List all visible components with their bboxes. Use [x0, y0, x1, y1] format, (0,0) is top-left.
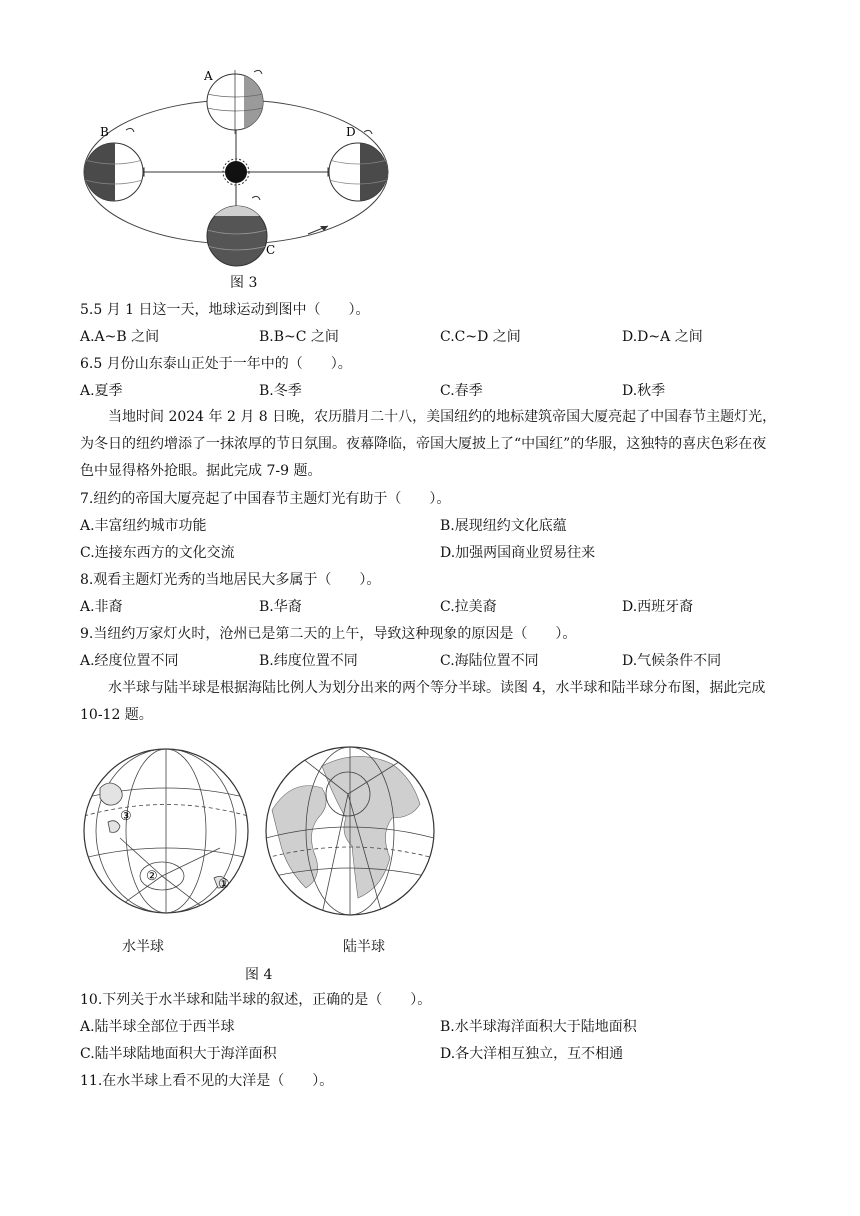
question-11-stem: 11.在水半球上看不见的大洋是（ ）。	[80, 1073, 334, 1089]
figure-3-caption: 图 3	[230, 275, 258, 291]
figure-3-orbit-diagram	[70, 64, 400, 282]
question-7-option-c[interactable]: C.连接东西方的文化交流	[80, 545, 235, 561]
water-hemisphere-label: 水半球	[122, 939, 164, 955]
earth-position-b	[85, 142, 143, 202]
question-10-stem: 10.下列关于水半球和陆半球的叙述，正确的是（ ）。	[80, 992, 432, 1008]
passage-water-land-hemisphere: 水半球与陆半球是根据海陆比例人为划分出来的两个等分半球。读图 4，水半球和陆半球分布图，据此完成 10-12 题。	[80, 680, 766, 723]
question-9-option-c[interactable]: C.海陆位置不同	[440, 653, 539, 669]
figure-4-water-hemisphere-globe	[80, 738, 252, 924]
label-a: A	[204, 69, 213, 83]
question-10-option-a[interactable]: A.陆半球全部位于西半球	[80, 1019, 235, 1035]
mark-2: ②	[146, 869, 158, 884]
question-6-stem: 6.5 月份山东泰山正处于一年中的（ ）。	[80, 356, 352, 372]
question-10-option-d[interactable]: D.各大洋相互独立，互不相通	[440, 1046, 624, 1062]
question-9-stem: 9.当纽约万家灯火时，沧州已是第二天的上午，导致这种现象的原因是（ ）。	[80, 626, 577, 642]
mark-3: ③	[120, 809, 132, 824]
question-5-option-c[interactable]: C.C~D 之间	[440, 329, 521, 345]
question-6-option-a[interactable]: A.夏季	[80, 383, 123, 399]
question-7-option-a[interactable]: A.丰富纽约城市功能	[80, 518, 207, 534]
question-8-option-a[interactable]: A.非裔	[80, 599, 123, 615]
question-5-option-b[interactable]: B.B~C 之间	[259, 329, 339, 345]
question-8-option-d[interactable]: D.西班牙裔	[622, 599, 694, 615]
passage-new-york-spring-festival: 当地时间 2024 年 2 月 8 日晚，农历腊月二十八，美国纽约的地标建筑帝国大厦亮起了中国春节主题灯光，为冬日的纽约增添了一抹浓厚的节日氛围。夜幕降临，帝国大厦披上了“中国红”的华服，这独特的喜庆色彩在夜色中显得格外抢眼。据此完成 7-9 题。	[80, 409, 777, 479]
label-d: D	[346, 125, 356, 139]
sun-icon	[223, 159, 249, 185]
label-b: B	[100, 125, 109, 139]
question-8-option-c[interactable]: C.拉美裔	[440, 599, 497, 615]
question-5-stem: 5.5 月 1 日这一天，地球运动到图中（ ）。	[80, 302, 370, 318]
mark-1: ①	[218, 877, 230, 892]
question-6-option-d[interactable]: D.秋季	[622, 383, 666, 399]
question-7-stem: 7.纽约的帝国大厦亮起了中国春节主题灯光有助于（ ）。	[80, 491, 451, 507]
question-8-stem: 8.观看主题灯光秀的当地居民大多属于（ ）。	[80, 572, 381, 588]
earth-position-c	[207, 206, 267, 266]
question-6-option-b[interactable]: B.冬季	[259, 383, 302, 399]
figure-4-caption: 图 4	[245, 967, 273, 983]
earth-position-a	[207, 70, 268, 134]
question-7-option-d[interactable]: D.加强两国商业贸易往来	[440, 545, 596, 561]
figure-4-land-hemisphere-globe	[262, 738, 440, 924]
question-10-option-b[interactable]: B.水半球海洋面积大于陆地面积	[440, 1019, 637, 1035]
question-10-option-c[interactable]: C.陆半球陆地面积大于海洋面积	[80, 1046, 277, 1062]
question-9-option-b[interactable]: B.纬度位置不同	[259, 653, 358, 669]
label-c: C	[266, 243, 276, 257]
question-8-option-b[interactable]: B.华裔	[259, 599, 302, 615]
question-9-option-a[interactable]: A.经度位置不同	[80, 653, 179, 669]
question-7-option-b[interactable]: B.展现纽约文化底蕴	[440, 518, 567, 534]
question-5-option-d[interactable]: D.D~A 之间	[622, 329, 703, 345]
question-6-option-c[interactable]: C.春季	[440, 383, 483, 399]
question-9-option-d[interactable]: D.气候条件不同	[622, 653, 722, 669]
land-hemisphere-label: 陆半球	[343, 939, 385, 955]
question-5-option-a[interactable]: A.A~B 之间	[80, 329, 160, 345]
